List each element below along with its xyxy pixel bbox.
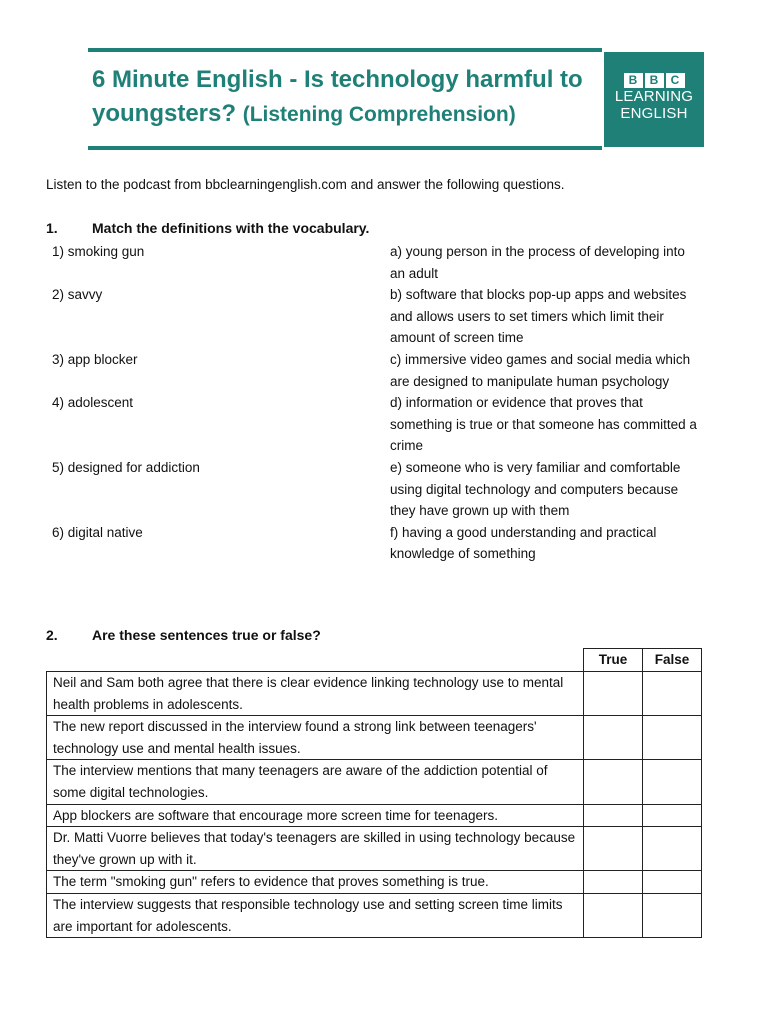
- section-2-number: 2.: [46, 627, 58, 643]
- logo-line-english: ENGLISH: [620, 105, 688, 122]
- worksheet-header: [88, 48, 704, 154]
- vocab-definition: b) software that blocks pop-up apps and websites and allows users to set timers which limit their amount of screen time: [390, 287, 687, 346]
- table-row: [47, 760, 702, 804]
- header-bottom-rule: [88, 146, 602, 150]
- table-row: [47, 871, 702, 894]
- false-answer-box[interactable]: [643, 871, 702, 894]
- statement: The term "smoking gun" refers to evidence that proves something is true.: [47, 871, 584, 894]
- vocab-definition: d) information or evidence that proves that something is true or that someone has committed a crime: [390, 395, 697, 454]
- table-header-row: [47, 649, 702, 672]
- header-blank-cell: [47, 649, 584, 672]
- statement: Neil and Sam both agree that there is clear evidence linking technology use to mental health problems in adolescents.: [47, 672, 584, 716]
- statement: App blockers are software that encourage more screen time for teenagers.: [47, 804, 584, 827]
- vocab-row: [52, 522, 712, 565]
- header-top-rule: [88, 48, 602, 52]
- bbc-letter-b2: B: [645, 73, 664, 88]
- vocab-term: 1) smoking gun: [52, 244, 145, 259]
- instructions: Listen to the podcast from bbclearningenglish.com and answer the following questions.: [46, 177, 565, 192]
- bbc-learning-english-logo: [604, 52, 704, 147]
- vocab-term: 5) designed for addiction: [52, 459, 200, 475]
- vocab-term: 2) savvy: [52, 287, 103, 303]
- vocab-definition: f) having a good understanding and practical knowledge of something: [390, 524, 657, 562]
- bbc-blocks: [604, 73, 704, 88]
- page-title: [92, 63, 592, 132]
- table-row: [47, 827, 702, 871]
- table-row: [47, 716, 702, 760]
- true-answer-box[interactable]: [584, 672, 643, 716]
- table-row: [47, 672, 702, 716]
- vocab-row: [52, 349, 712, 392]
- vocab-definition: c) immersive video games and social media which are designed to manipulate human psychology: [390, 351, 691, 389]
- vocab-row: [52, 241, 712, 284]
- false-answer-box[interactable]: [643, 827, 702, 871]
- logo-line-learning: LEARNING: [614, 88, 694, 105]
- vocab-definition: e) someone who is very familiar and comfortable using digital technology and computers because they have grown up with them: [390, 459, 681, 519]
- column-true: True: [584, 649, 643, 672]
- false-answer-box[interactable]: [643, 716, 702, 760]
- bbc-letter-b1: B: [624, 73, 643, 88]
- statement: The interview suggests that responsible technology use and setting screen time limits are important for adolescents.: [47, 893, 584, 937]
- true-answer-box[interactable]: [584, 760, 643, 804]
- true-answer-box[interactable]: [584, 804, 643, 827]
- false-answer-box[interactable]: [643, 804, 702, 827]
- true-answer-box[interactable]: [584, 716, 643, 760]
- bbc-letter-c: C: [666, 73, 685, 88]
- section-2-title: Are these sentences true or false?: [92, 627, 321, 643]
- vocab-term: 4) adolescent: [52, 395, 134, 411]
- vocabulary-matching: [52, 241, 712, 565]
- section-1-title: Match the definitions with the vocabulary.: [92, 220, 370, 236]
- true-answer-box[interactable]: [584, 871, 643, 894]
- vocab-term: 3) app blocker: [52, 351, 138, 367]
- vocab-row: [52, 284, 712, 349]
- section-1-number: 1.: [46, 220, 58, 236]
- table-row: [47, 893, 702, 937]
- table-row: [47, 804, 702, 827]
- true-false-table: [46, 648, 702, 938]
- vocab-row: [52, 457, 712, 522]
- statement: The interview mentions that many teenagers are aware of the addiction potential of some digital technologies.: [47, 760, 584, 804]
- section-2-heading: [46, 627, 321, 643]
- title-sub: (Listening Comprehension): [242, 103, 516, 126]
- column-false: False: [643, 649, 702, 672]
- vocab-row: [52, 392, 712, 457]
- false-answer-box[interactable]: [643, 672, 702, 716]
- statement: Dr. Matti Vuorre believes that today's teenagers are skilled in using technology because they've grown up with it.: [47, 827, 584, 871]
- vocab-term: 6) digital native: [52, 524, 143, 540]
- section-1-heading: [46, 220, 369, 236]
- true-answer-box[interactable]: [584, 893, 643, 937]
- title-main: 6 Minute English - Is technology harmful to youngsters?: [92, 66, 583, 127]
- false-answer-box[interactable]: [643, 893, 702, 937]
- false-answer-box[interactable]: [643, 760, 702, 804]
- vocab-definition: a) young person in the process of developing into an adult: [390, 244, 685, 281]
- statement: The new report discussed in the interview found a strong link between teenagers' technology use and mental health issues.: [47, 716, 584, 760]
- true-answer-box[interactable]: [584, 827, 643, 871]
